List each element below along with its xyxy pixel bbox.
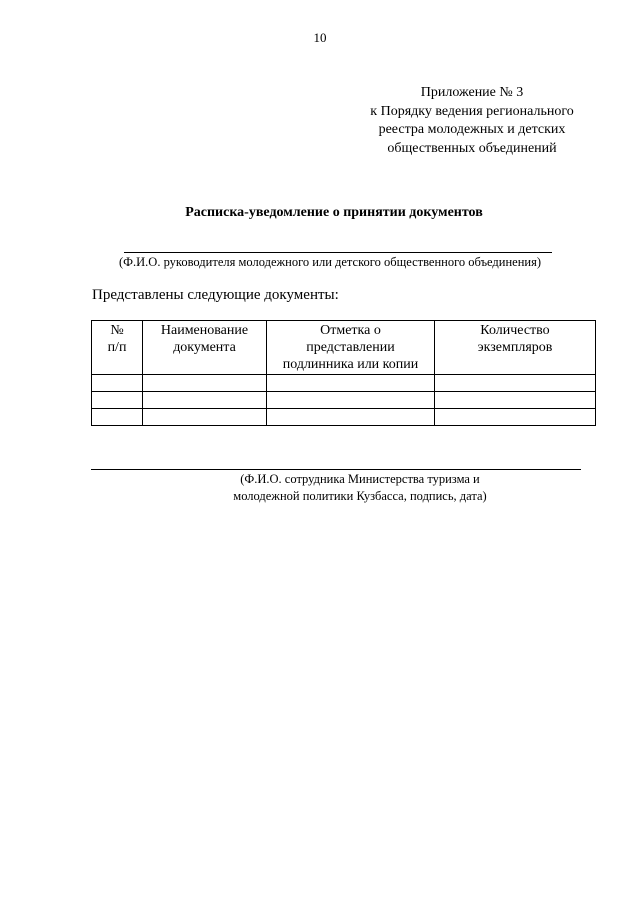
- footer-caption-line: (Ф.И.О. сотрудника Министерства туризма и: [240, 472, 480, 486]
- footer-signature-line: [91, 469, 581, 470]
- table-row: [92, 375, 596, 392]
- appendix-line: Приложение № 3: [420, 85, 524, 100]
- head-caption: (Ф.И.О. руководителя молодежного или детского общественного объединения): [118, 255, 541, 269]
- table-cell: [435, 409, 596, 426]
- header-line: представлении: [306, 340, 395, 355]
- table-cell: [435, 375, 596, 392]
- table-cell: [267, 375, 435, 392]
- table-header-row: [92, 321, 596, 375]
- footer-caption-line: молодежной политики Кузбасса, подпись, дата): [233, 489, 487, 503]
- appendix-line: общественных объединений: [387, 140, 557, 156]
- document-title: Расписка-уведомление о принятии документов: [185, 205, 483, 220]
- header-copies-count: [435, 321, 596, 375]
- table-cell: [435, 392, 596, 409]
- footer-caption: [150, 471, 570, 505]
- table-row: [92, 409, 596, 426]
- documents-table: [91, 320, 596, 426]
- header-line: Наименование: [160, 323, 249, 338]
- head-signature-line: [124, 252, 552, 253]
- table-cell: [143, 392, 267, 409]
- table-cell: [92, 409, 143, 426]
- appendix-line: к Порядку ведения регионального: [370, 103, 574, 119]
- header-line: Отметка о: [320, 323, 381, 338]
- table-cell: [92, 392, 143, 409]
- header-line: подлинника или копии: [282, 357, 419, 372]
- table-cell: [92, 375, 143, 392]
- header-number: [92, 321, 143, 375]
- table-cell: [143, 375, 267, 392]
- documents-label: Представлены следующие документы:: [92, 287, 339, 303]
- header-document-name: [143, 321, 267, 375]
- table-cell: [267, 409, 435, 426]
- header-original-or-copy: [267, 321, 435, 375]
- appendix-line: реестра молодежных и детских: [378, 122, 566, 137]
- table-row: [92, 392, 596, 409]
- table-cell: [267, 392, 435, 409]
- header-line: №: [110, 323, 124, 338]
- header-line: экземпляров: [477, 340, 553, 355]
- table-cell: [143, 409, 267, 426]
- header-line: Количество: [480, 323, 550, 338]
- page-number: 10: [313, 30, 327, 45]
- header-line: п/п: [107, 340, 127, 355]
- header-line: документа: [173, 340, 236, 355]
- appendix-block: [350, 84, 594, 158]
